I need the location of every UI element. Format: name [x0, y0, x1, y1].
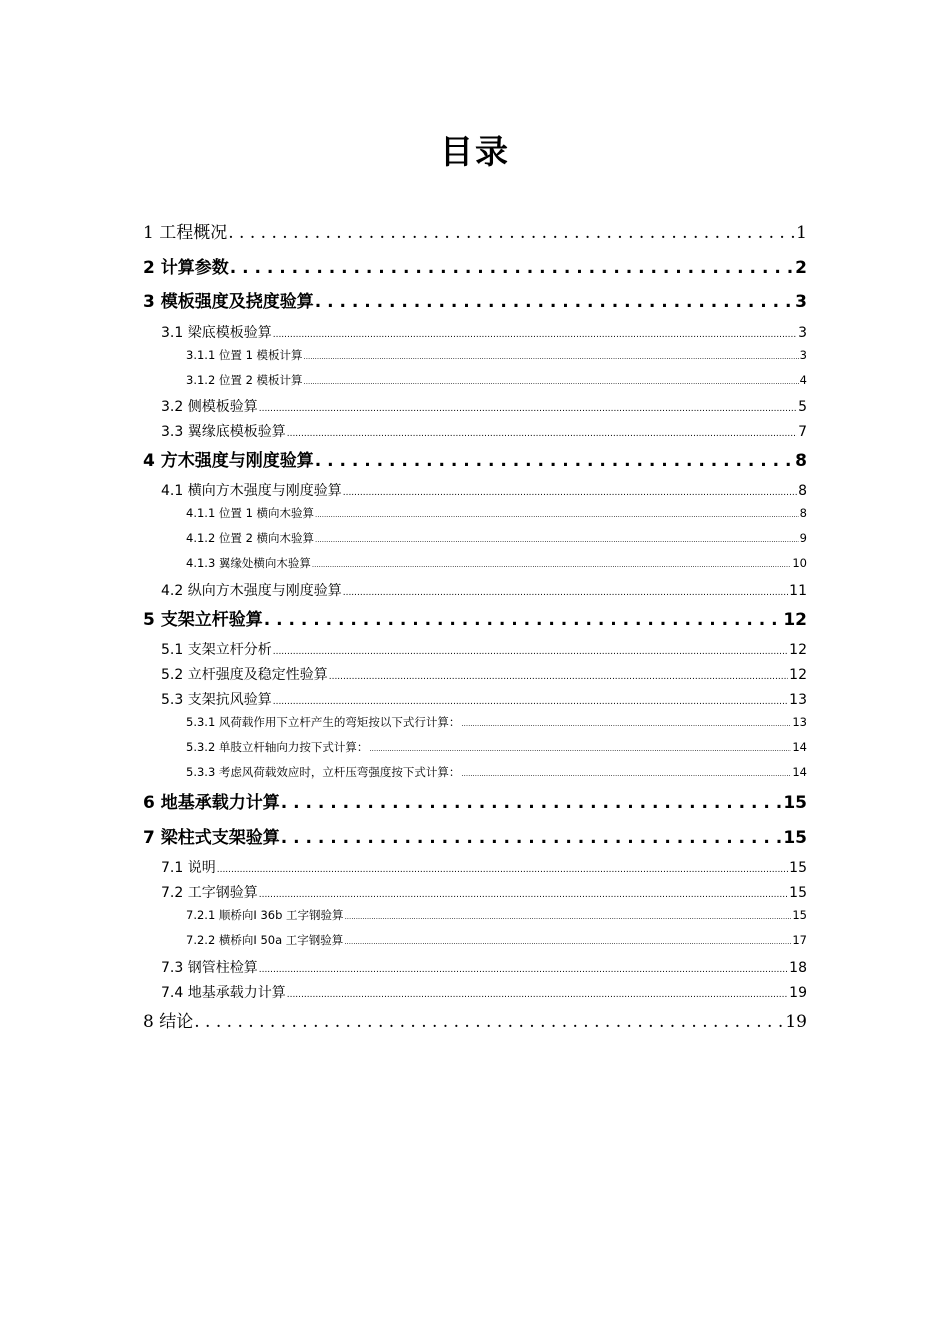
toc-entry[interactable]: [143, 218, 807, 243]
toc-entry-label: 7.2.1 顺桥向Ⅰ 36b 工字钢验算: [186, 908, 344, 922]
toc-entry-page-number: 13: [789, 692, 807, 708]
toc-entry[interactable]: [161, 396, 807, 416]
toc-entry-page-number: 11: [789, 583, 807, 599]
toc-entry-label: 4.1.1 位置 1 横向木验算: [186, 506, 315, 520]
toc-entry-label: 7.2 工字钢验算: [161, 885, 258, 901]
toc-dot-leader: [329, 667, 788, 683]
toc-entry-label: 3 模板强度及挠度验算: [143, 292, 314, 312]
toc-entry[interactable]: [161, 480, 807, 500]
toc-entry-label: 4.1 横向方木强度与刚度验算: [161, 483, 342, 499]
toc-entry-page-number: 3: [799, 348, 807, 362]
toc-entry-label: 3.3 翼缘底模板验算: [161, 424, 286, 440]
toc-entry[interactable]: [186, 372, 807, 388]
toc-entry-label: 4.1.2 位置 2 横向木验算: [186, 531, 315, 545]
toc-dot-leader: [345, 908, 792, 922]
toc-dot-leader: [273, 642, 788, 658]
toc-entry-page-number: 17: [792, 933, 807, 947]
toc-entry-label: 7.1 说明: [161, 860, 216, 876]
toc-entry-page-number: 8: [795, 451, 807, 471]
toc-entry-page-number: 14: [792, 765, 807, 779]
toc-entry-page-number: 15: [789, 860, 807, 876]
toc-entry-label: 7.4 地基承载力计算: [161, 985, 286, 1001]
toc-entry-page-number: 15: [783, 793, 807, 813]
toc-entry-page-number: 12: [789, 667, 807, 683]
toc-entry[interactable]: [161, 857, 807, 877]
toc-dot-leader: [312, 556, 791, 570]
toc-entry[interactable]: [186, 739, 807, 755]
toc-entry-label: 5.2 立杆强度及稳定性验算: [161, 667, 328, 683]
toc-entry[interactable]: [161, 580, 807, 600]
toc-entry[interactable]: [186, 907, 807, 923]
toc-dot-leader: [217, 860, 788, 876]
toc-entry-page-number: 13: [792, 715, 807, 729]
toc-dot-leader: [343, 483, 797, 499]
toc-entry-label: 7.3 钢管柱检算: [161, 960, 258, 976]
toc-entry-label: 4.2 纵向方木强度与刚度验算: [161, 583, 342, 599]
toc-entry-page-number: 15: [792, 908, 807, 922]
toc-entry-page-number: 15: [783, 828, 807, 848]
toc-entry[interactable]: [186, 932, 807, 948]
toc-dot-leader: [344, 933, 791, 947]
toc-entry-page-number: 3: [798, 325, 807, 341]
toc-entry[interactable]: [186, 530, 807, 546]
toc-dot-leader: [287, 985, 788, 1001]
toc-dot-leader: [259, 960, 788, 976]
toc-dot-leader: [259, 885, 788, 901]
toc-entry-label: 3.1 梁底模板验算: [161, 325, 272, 341]
toc-entry[interactable]: [161, 882, 807, 902]
toc-entry-label: 5.3.2 单肢立杆轴向力按下式计算：: [186, 740, 369, 754]
toc-entry[interactable]: [143, 1007, 807, 1032]
toc-entry[interactable]: [161, 957, 807, 977]
toc-dot-leader: [461, 765, 791, 779]
toc-entry-page-number: 3: [795, 292, 807, 312]
toc-entry[interactable]: [143, 823, 807, 848]
toc-entry-label: 4.1.3 翼缘处横向木验算: [186, 556, 311, 570]
toc-entry[interactable]: [161, 421, 807, 441]
toc-entry-page-number: 14: [792, 740, 807, 754]
toc-entry-label: 7.2.2 横桥向Ⅰ 50a 工字钢验算: [186, 933, 344, 947]
toc-entry[interactable]: [143, 253, 807, 278]
toc-entry[interactable]: [143, 446, 807, 471]
toc-entry-page-number: 1: [796, 223, 807, 243]
toc-dot-leader: [315, 531, 799, 545]
toc-entry-page-number: 19: [785, 1012, 807, 1032]
toc-entry-page-number: 19: [789, 985, 807, 1001]
toc-entry-page-number: 12: [789, 642, 807, 658]
toc-dot-leader: [264, 610, 783, 630]
toc-entry-label: 5.3.1 风荷载作用下立杆产生的弯矩按以下式行计算：: [186, 715, 461, 729]
toc-entry[interactable]: [161, 689, 807, 709]
toc-dot-leader: [461, 715, 791, 729]
toc-entry-page-number: 15: [789, 885, 807, 901]
toc-entry-label: 5 支架立杆验算: [143, 610, 263, 630]
toc-entry[interactable]: [186, 714, 807, 730]
toc-entry-label: 5.1 支架立杆分析: [161, 642, 272, 658]
toc-entry[interactable]: [186, 505, 807, 521]
toc-dot-leader: [315, 506, 799, 520]
toc-dot-leader: [259, 399, 797, 415]
toc-entry-label: 5.3.3 考虑风荷载效应时，立杆压弯强度按下式计算：: [186, 765, 461, 779]
toc-title: 目录: [440, 132, 510, 171]
toc-entry[interactable]: [161, 322, 807, 342]
toc-entry-page-number: 7: [798, 424, 807, 440]
toc-dot-leader: [228, 223, 795, 243]
toc-entry[interactable]: [143, 788, 807, 813]
toc-entry-page-number: 8: [798, 483, 807, 499]
toc-entry[interactable]: [186, 347, 807, 363]
toc-entry-label: 6 地基承载力计算: [143, 793, 280, 813]
toc-dot-leader: [369, 740, 791, 754]
toc-dot-leader: [230, 258, 794, 278]
toc-dot-leader: [194, 1012, 784, 1032]
toc-entry-label: 4 方木强度与刚度验算: [143, 451, 314, 471]
toc-entry-label: 5.3 支架抗风验算: [161, 692, 272, 708]
toc-dot-leader: [315, 292, 794, 312]
toc-entry-page-number: 5: [798, 399, 807, 415]
toc-entry-label: 2 计算参数: [143, 258, 229, 278]
toc-dot-leader: [287, 424, 797, 440]
toc-entry-label: 3.1.1 位置 1 模板计算: [186, 348, 303, 362]
toc-entry-page-number: 9: [799, 531, 807, 545]
toc-entry-label: 3.2 侧模板验算: [161, 399, 258, 415]
toc-dot-leader: [304, 348, 799, 362]
toc-entry-page-number: 8: [799, 506, 807, 520]
toc-entry-page-number: 2: [795, 258, 807, 278]
toc-entry[interactable]: [161, 982, 807, 1002]
toc-dot-leader: [273, 692, 788, 708]
toc-entry[interactable]: [143, 287, 807, 312]
toc-entry-label: 8 结论: [143, 1012, 194, 1032]
toc-entry-page-number: 4: [799, 373, 807, 387]
toc-entry-page-number: 18: [789, 960, 807, 976]
toc-entry-page-number: 10: [792, 556, 807, 570]
toc-dot-leader: [281, 793, 783, 813]
toc-entry[interactable]: [143, 605, 807, 630]
toc-entry-label: 3.1.2 位置 2 模板计算: [186, 373, 303, 387]
toc-dot-leader: [281, 828, 783, 848]
toc-dot-leader: [273, 325, 797, 341]
toc-entry[interactable]: [161, 664, 807, 684]
toc-entry[interactable]: [186, 764, 807, 780]
toc-entry-page-number: 12: [783, 610, 807, 630]
toc-entry-label: 1 工程概况: [143, 223, 228, 243]
toc-entry[interactable]: [161, 639, 807, 659]
toc-entry[interactable]: [186, 555, 807, 571]
toc-entry-label: 7 梁柱式支架验算: [143, 828, 280, 848]
toc-dot-leader: [304, 373, 799, 387]
toc-dot-leader: [343, 583, 788, 599]
toc-dot-leader: [315, 451, 794, 471]
